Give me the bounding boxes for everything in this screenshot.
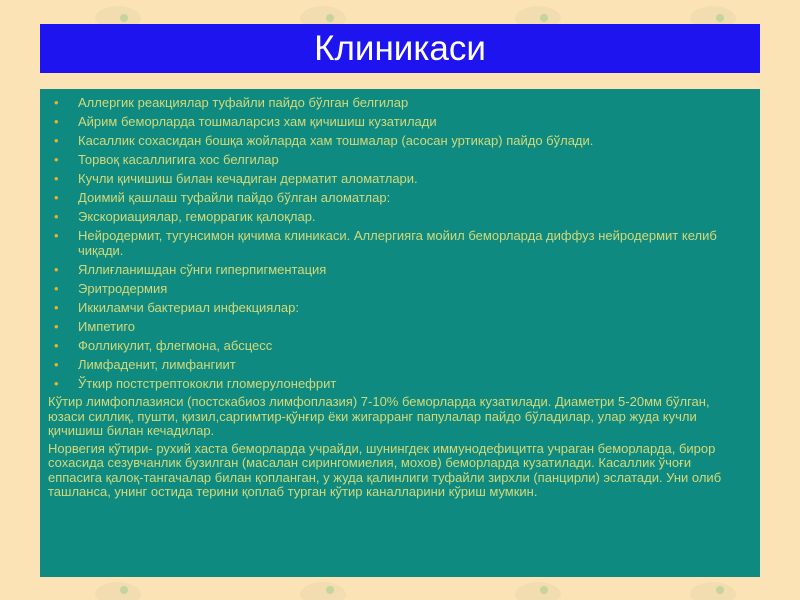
- list-item: • Яллиғланишдан сўнги гиперпигментация: [54, 262, 327, 277]
- bullet-dot-icon: •: [54, 338, 59, 353]
- bullet-dot-icon: •: [54, 281, 59, 296]
- content-box: [40, 89, 760, 577]
- list-item: • Эритродермия: [54, 281, 168, 296]
- bullet-dot-icon: •: [54, 300, 59, 315]
- bullet-dot-icon: •: [54, 228, 59, 243]
- list-item: • Лимфаденит, лимфангиит: [54, 357, 236, 372]
- paragraph-norwegian-scabies: Норвегия кўтири- рухий хаста беморларда учрайди, шунингдек иммунодефицитга учраган беморларда, бирор сохасида сезувчанлик бузилган (масалан сирингомиелия, мохов) беморларда кузатилади. Касаллик ўчоғи еппасига қалоқ-тангачалар билан қопланган, у жуда қалинлиги туфайли зирхли (панцирли) эслатади. Уни олиб ташланса, унинг остида терини қоплаб турган кўтир каналларини кўриш мумкин.: [48, 440, 722, 499]
- list-item: • Кучли қичишиш билан кечадиган дерматит аломатлари.: [54, 171, 418, 186]
- slide-title: Клиникаси: [314, 29, 486, 68]
- list-item: • Экскориациялар, геморрагик қалоқлар.: [54, 209, 316, 224]
- list-item: • Импетиго: [54, 319, 136, 334]
- list-item: • Фолликулит, флегмона, абсцесс: [54, 338, 273, 353]
- bullet-dot-icon: •: [54, 376, 59, 391]
- list-item: • Аллергик реакциялар туфайли пайдо бўлган белгилар: [54, 95, 409, 110]
- list-item: • Нейродермит, тугунсимон қичима клиникаси. Аллергияга мойил беморларда диффуз нейродермит келиб чиқади.: [54, 228, 717, 258]
- bullet-list: [40, 89, 760, 391]
- list-item: • Касаллик сохасидан бошқа жойларда хам тошмалар (асосан уртикар) пайдо бўлади.: [54, 133, 594, 148]
- bullet-dot-icon: •: [54, 190, 59, 205]
- bullet-dot-icon: •: [54, 114, 59, 129]
- paragraph-lymphoplasia: Кўтир лимфоплазияси (постскабиоз лимфоплазия) 7-10% беморларда кузатилади. Диаметри 5-20мм бўлган, юзаси силлиқ, пушти, қизил,саргимтир-қўнғир ёки жигарранг папулалар пайдо бўладилар, улар жуда кучли қичишиш билан кечадилар.: [48, 394, 710, 438]
- bullet-dot-icon: •: [54, 262, 59, 277]
- list-item: • Иккиламчи бактериал инфекциялар:: [54, 300, 300, 315]
- list-item: • Доимий қашлаш туфайли пайдо бўлган аломатлар:: [54, 190, 391, 205]
- bullet-dot-icon: •: [54, 152, 59, 167]
- bullet-dot-icon: •: [54, 319, 59, 334]
- bullet-dot-icon: •: [54, 133, 59, 148]
- bullet-dot-icon: •: [54, 171, 59, 186]
- list-item: • Ўткир постстрептококли гломерулонефрит: [54, 376, 337, 391]
- list-item: • Торвоқ касаллигига хос белгилар: [54, 152, 279, 167]
- bullet-dot-icon: •: [54, 209, 59, 224]
- bullet-dot-icon: •: [54, 95, 59, 110]
- title-bar: [40, 24, 760, 73]
- list-item: • Айрим беморларда тошмаларсиз хам қичишиш кузатилади: [54, 114, 437, 129]
- bullet-dot-icon: •: [54, 357, 59, 372]
